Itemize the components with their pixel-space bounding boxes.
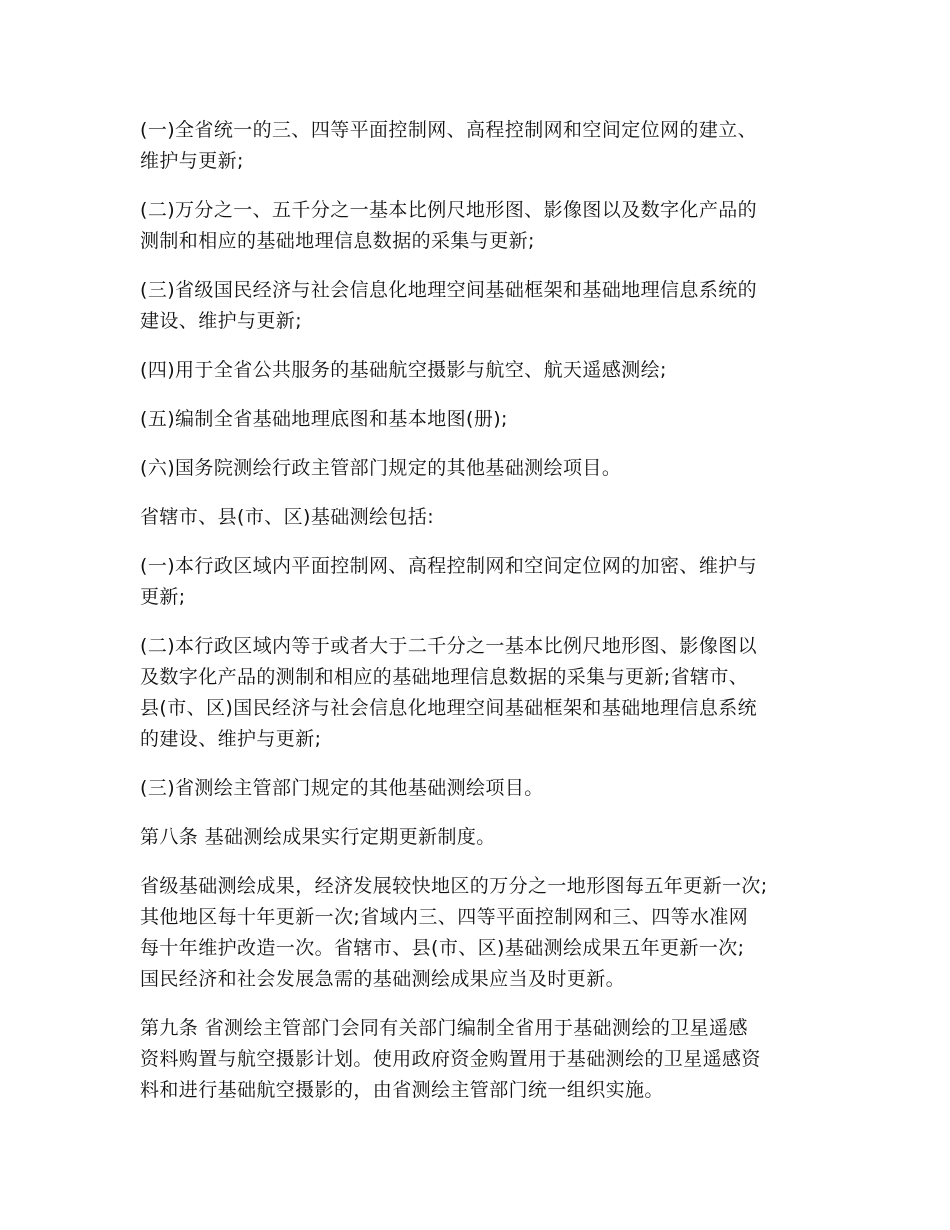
text-line: 国民经济和社会发展急需的基础测绘成果应当及时更新。 (140, 968, 626, 990)
paragraph (140, 1013, 830, 1106)
text-line: 维护与更新; (140, 150, 244, 172)
text-line: 及数字化产品的测制和相应的基础地理信息数据的采集与更新;省辖市、 (140, 666, 749, 688)
text-line: 省辖市、县(市、区)基础测绘包括: (140, 506, 435, 528)
text-line: 资料购置与航空摄影计划。使用政府资金购置用于基础测绘的卫星遥感资 (140, 1048, 761, 1070)
paragraph (140, 631, 830, 755)
text-line: (二)万分之一、五千分之一基本比例尺地形图、影像图以及数字化产品的 (140, 199, 758, 221)
text-line: (六)国务院测绘行政主管部门规定的其他基础测绘项目。 (140, 457, 622, 479)
text-line: (三)省测绘主管部门规定的其他基础测绘项目。 (140, 777, 544, 799)
text-line: 每十年维护改造一次。省辖市、县(市、区)基础测绘成果五年更新一次; (140, 937, 745, 959)
paragraph (140, 822, 830, 853)
paragraph (140, 773, 830, 804)
paragraph (140, 502, 830, 533)
paragraph (140, 275, 830, 337)
text-line: 测制和相应的基础地理信息数据的采集与更新; (140, 230, 535, 252)
text-line: (二)本行政区域内等于或者大于二千分之一基本比例尺地形图、影像图以 (140, 635, 758, 657)
document-body (140, 115, 830, 1124)
text-line: 建设、维护与更新; (140, 310, 303, 332)
text-line: 更新; (140, 586, 186, 608)
paragraph (140, 871, 830, 995)
text-line: 第九条 省测绘主管部门会同有关部门编制全省用于基础测绘的卫星遥感 (140, 1017, 748, 1039)
text-line: 县(市、区)国民经济与社会信息化地理空间基础框架和基础地理信息系统 (140, 697, 758, 719)
text-line: (三)省级国民经济与社会信息化地理空间基础框架和基础地理信息系统的 (140, 279, 758, 301)
text-line: 其他地区每十年更新一次;省域内三、四等平面控制网和三、四等水准网 (140, 906, 749, 928)
paragraph (140, 453, 830, 484)
text-line: (五)编制全省基础地理底图和基本地图(册); (140, 408, 508, 430)
text-line: (一)全省统一的三、四等平面控制网、高程控制网和空间定位网的建立、 (140, 119, 758, 141)
text-line: (一)本行政区域内平面控制网、高程控制网和空间定位网的加密、维护与 (140, 555, 758, 577)
text-line: 料和进行基础航空摄影的，由省测绘主管部门统一组织实施。 (140, 1079, 664, 1101)
paragraph (140, 355, 830, 386)
paragraph (140, 551, 830, 613)
paragraph (140, 404, 830, 435)
text-line: 的建设、维护与更新; (140, 728, 322, 750)
paragraph (140, 115, 830, 177)
text-line: 第八条 基础测绘成果实行定期更新制度。 (140, 826, 496, 848)
text-line: (四)用于全省公共服务的基础航空摄影与航空、航天遥感测绘; (140, 359, 667, 381)
paragraph (140, 195, 830, 257)
text-line: 省级基础测绘成果，经济发展较快地区的万分之一地形图每五年更新一次; (140, 875, 768, 897)
